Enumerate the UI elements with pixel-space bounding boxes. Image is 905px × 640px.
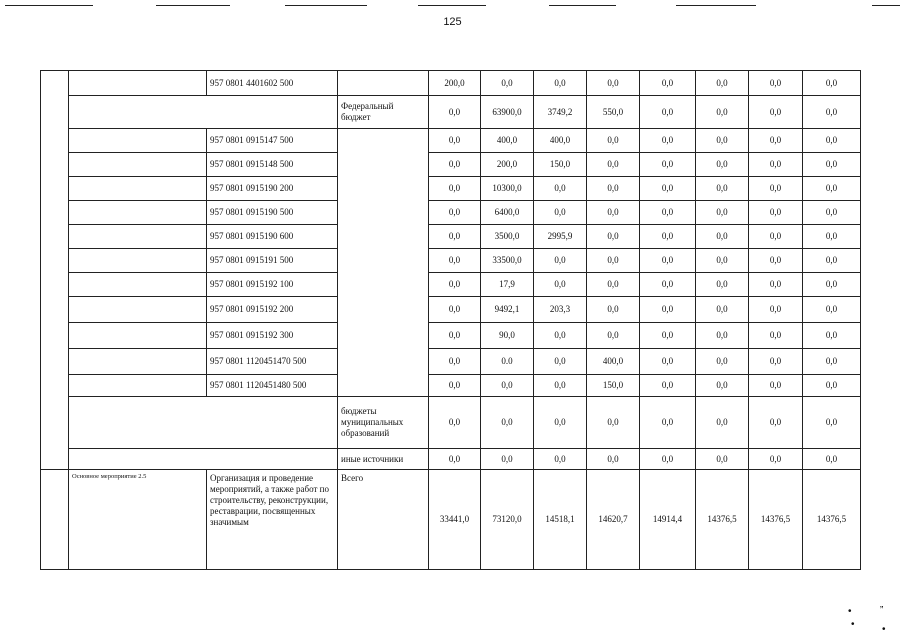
value-cell: 0,0 (803, 449, 861, 470)
value-cell: 0,0 (696, 201, 749, 225)
table-row (41, 249, 861, 273)
table-row (41, 323, 861, 349)
budget-table (40, 70, 861, 570)
value-cell: 0,0 (749, 96, 803, 129)
empty-source-cell (338, 129, 429, 397)
value-cell: 0,0 (749, 349, 803, 375)
header-rule (5, 5, 93, 6)
value-cell: 0,0 (481, 397, 534, 449)
value-cell: 33500,0 (481, 249, 534, 273)
value-cell: 0,0 (587, 273, 640, 297)
value-cell: 0,0 (640, 273, 696, 297)
empty-cell (69, 397, 338, 449)
value-cell: 0,0 (803, 323, 861, 349)
value-cell: 0,0 (803, 375, 861, 397)
value-cell: 14620,7 (587, 470, 640, 570)
value-cell: 0,0 (803, 397, 861, 449)
empty-cell (69, 177, 207, 201)
value-cell: 0,0 (696, 323, 749, 349)
value-cell: 0,0 (640, 153, 696, 177)
budget-code: 957 0801 0915191 500 (207, 249, 338, 273)
value-cell: 0,0 (429, 349, 481, 375)
value-cell: 0,0 (803, 96, 861, 129)
budget-code: 957 0801 0915192 200 (207, 297, 338, 323)
scan-mark: • (851, 619, 855, 630)
value-cell: 0,0 (640, 249, 696, 273)
event-description: Организация и проведение мероприятий, а также работ по строительству, реконструкции, реставрации, посвященных значимым (207, 470, 338, 570)
header-rule (872, 5, 900, 6)
value-cell: 400,0 (534, 129, 587, 153)
header-rule (156, 5, 230, 6)
source-municipal: бюджеты муниципальных образований (338, 397, 429, 449)
value-cell: 0,0 (429, 297, 481, 323)
value-cell: 0,0 (534, 349, 587, 375)
empty-cell (69, 273, 207, 297)
value-cell: 0,0 (587, 297, 640, 323)
value-cell: 150,0 (534, 153, 587, 177)
value-cell: 400,0 (587, 349, 640, 375)
scan-mark: • (882, 624, 886, 635)
value-cell: 0,0 (803, 349, 861, 375)
event-label: Основное мероприятие 2.5 (69, 470, 207, 570)
budget-code: 957 0801 0915147 500 (207, 129, 338, 153)
budget-code: 957 0801 0915148 500 (207, 153, 338, 177)
value-cell: 14518,1 (534, 470, 587, 570)
value-cell: 0,0 (749, 323, 803, 349)
value-cell: 0,0 (429, 397, 481, 449)
header-rule (418, 5, 486, 6)
value-cell: 0,0 (749, 297, 803, 323)
value-cell: 0,0 (696, 71, 749, 96)
table-row (41, 129, 861, 153)
value-cell: 0,0 (749, 225, 803, 249)
value-cell: 0,0 (803, 201, 861, 225)
value-cell: 0,0 (429, 449, 481, 470)
value-cell: 0,0 (696, 96, 749, 129)
empty-cell (69, 449, 338, 470)
value-cell: 0,0 (749, 273, 803, 297)
value-cell: 0,0 (534, 375, 587, 397)
table-row (41, 153, 861, 177)
empty-cell (69, 153, 207, 177)
empty-cell (69, 349, 207, 375)
table-row (41, 225, 861, 249)
value-cell: 0,0 (534, 397, 587, 449)
value-cell: 0,0 (696, 273, 749, 297)
value-cell: 0.0 (481, 349, 534, 375)
value-cell: 0,0 (696, 177, 749, 201)
value-cell: 0,0 (749, 375, 803, 397)
value-cell: 0,0 (429, 323, 481, 349)
value-cell: 3749,2 (534, 96, 587, 129)
source-total: Всего (338, 470, 429, 570)
value-cell: 6400,0 (481, 201, 534, 225)
value-cell: 0,0 (429, 375, 481, 397)
empty-cell (69, 375, 207, 397)
scan-mark: • (848, 606, 852, 617)
budget-code: 957 0801 1120451480 500 (207, 375, 338, 397)
header-rule (676, 5, 756, 6)
value-cell: 0,0 (640, 225, 696, 249)
value-cell: 0,0 (803, 177, 861, 201)
value-cell: 10300,0 (481, 177, 534, 201)
value-cell: 0,0 (534, 273, 587, 297)
value-cell: 0,0 (749, 249, 803, 273)
value-cell: 200,0 (429, 71, 481, 96)
value-cell: 0,0 (534, 177, 587, 201)
budget-code: 957 0801 0915192 100 (207, 273, 338, 297)
value-cell: 0,0 (749, 129, 803, 153)
value-cell: 0,0 (803, 153, 861, 177)
value-cell: 150,0 (587, 375, 640, 397)
value-cell: 0,0 (534, 201, 587, 225)
value-cell: 0,0 (749, 177, 803, 201)
budget-code: 957 0801 4401602 500 (207, 71, 338, 96)
empty-cell (69, 225, 207, 249)
value-cell: 0,0 (429, 273, 481, 297)
value-cell: 0,0 (640, 96, 696, 129)
value-cell: 0,0 (587, 71, 640, 96)
value-cell: 9492,1 (481, 297, 534, 323)
value-cell: 0,0 (429, 153, 481, 177)
value-cell: 0,0 (429, 129, 481, 153)
value-cell: 0,0 (749, 201, 803, 225)
value-cell: 0,0 (803, 273, 861, 297)
empty-cell (69, 129, 207, 153)
value-cell: 0,0 (696, 397, 749, 449)
value-cell: 0,0 (749, 153, 803, 177)
value-cell: 17,9 (481, 273, 534, 297)
value-cell: 203,3 (534, 297, 587, 323)
value-cell: 0,0 (640, 297, 696, 323)
empty-cell (69, 249, 207, 273)
value-cell: 0,0 (587, 449, 640, 470)
value-cell: 400,0 (481, 129, 534, 153)
table-row (41, 96, 861, 129)
table-row (41, 71, 861, 96)
table-row (41, 297, 861, 323)
value-cell: 14376,5 (803, 470, 861, 570)
value-cell: 0,0 (534, 449, 587, 470)
value-cell: 0,0 (429, 201, 481, 225)
value-cell: 0,0 (696, 297, 749, 323)
budget-code: 957 0801 0915190 600 (207, 225, 338, 249)
table-row (41, 177, 861, 201)
value-cell: 0,0 (587, 397, 640, 449)
empty-cell (69, 71, 207, 96)
value-cell: 0,0 (481, 449, 534, 470)
value-cell: 0,0 (803, 249, 861, 273)
budget-code: 957 0801 0915190 200 (207, 177, 338, 201)
value-cell: 0,0 (429, 96, 481, 129)
value-cell: 0,0 (587, 129, 640, 153)
value-cell: 0,0 (429, 225, 481, 249)
empty-cell (69, 297, 207, 323)
value-cell: 2995,9 (534, 225, 587, 249)
value-cell: 0,0 (696, 249, 749, 273)
source-other: иные источники (338, 449, 429, 470)
value-cell: 0,0 (640, 375, 696, 397)
value-cell: 73120,0 (481, 470, 534, 570)
value-cell: 90,0 (481, 323, 534, 349)
value-cell: 0,0 (640, 397, 696, 449)
value-cell: 0,0 (587, 177, 640, 201)
empty-cell (69, 323, 207, 349)
table-row (41, 349, 861, 375)
value-cell: 0,0 (587, 201, 640, 225)
header-rule (285, 5, 367, 6)
value-cell: 0,0 (696, 225, 749, 249)
table-row (41, 375, 861, 397)
value-cell: 0,0 (640, 177, 696, 201)
value-cell: 0,0 (534, 323, 587, 349)
value-cell: 0,0 (749, 449, 803, 470)
value-cell: 0,0 (803, 129, 861, 153)
value-cell: 0,0 (696, 375, 749, 397)
table-row (41, 449, 861, 470)
empty-cell (69, 201, 207, 225)
value-cell: 0,0 (640, 349, 696, 375)
source-federal: Федеральный бюджет (338, 96, 429, 129)
table-row (41, 201, 861, 225)
value-cell: 0,0 (803, 297, 861, 323)
value-cell: 0,0 (587, 323, 640, 349)
value-cell: 0,0 (534, 71, 587, 96)
value-cell: 0,0 (696, 349, 749, 375)
value-cell: 0,0 (640, 71, 696, 96)
value-cell: 550,0 (587, 96, 640, 129)
value-cell: 200,0 (481, 153, 534, 177)
table-row (41, 273, 861, 297)
value-cell: 14376,5 (696, 470, 749, 570)
value-cell: 0,0 (640, 323, 696, 349)
page-number: 125 (443, 16, 462, 28)
value-cell: 0,0 (696, 153, 749, 177)
budget-code: 957 0801 0915190 500 (207, 201, 338, 225)
left-margin-cell (41, 71, 69, 470)
empty-cell (338, 71, 429, 96)
budget-code: 957 0801 1120451470 500 (207, 349, 338, 375)
value-cell: 0,0 (481, 71, 534, 96)
table-row (41, 397, 861, 449)
value-cell: 0,0 (749, 71, 803, 96)
value-cell: 0,0 (803, 225, 861, 249)
value-cell: 0,0 (587, 225, 640, 249)
value-cell: 0,0 (429, 249, 481, 273)
empty-cell (69, 96, 338, 129)
value-cell: 0,0 (587, 153, 640, 177)
value-cell: 0,0 (640, 449, 696, 470)
empty-cell (41, 470, 69, 570)
header-rule (549, 5, 616, 6)
value-cell: 0,0 (481, 375, 534, 397)
budget-code: 957 0801 0915192 300 (207, 323, 338, 349)
value-cell: 0,0 (696, 129, 749, 153)
value-cell: 0,0 (587, 249, 640, 273)
value-cell: 0,0 (749, 397, 803, 449)
value-cell: 63900,0 (481, 96, 534, 129)
value-cell: 14914,4 (640, 470, 696, 570)
value-cell: 0,0 (640, 129, 696, 153)
value-cell: 0,0 (640, 201, 696, 225)
value-cell: 0,0 (696, 449, 749, 470)
table-row (41, 470, 861, 570)
value-cell: 3500,0 (481, 225, 534, 249)
value-cell: 33441,0 (429, 470, 481, 570)
value-cell: 0,0 (534, 249, 587, 273)
scan-mark: ” (880, 605, 884, 616)
value-cell: 0,0 (429, 177, 481, 201)
value-cell: 14376,5 (749, 470, 803, 570)
value-cell: 0,0 (803, 71, 861, 96)
